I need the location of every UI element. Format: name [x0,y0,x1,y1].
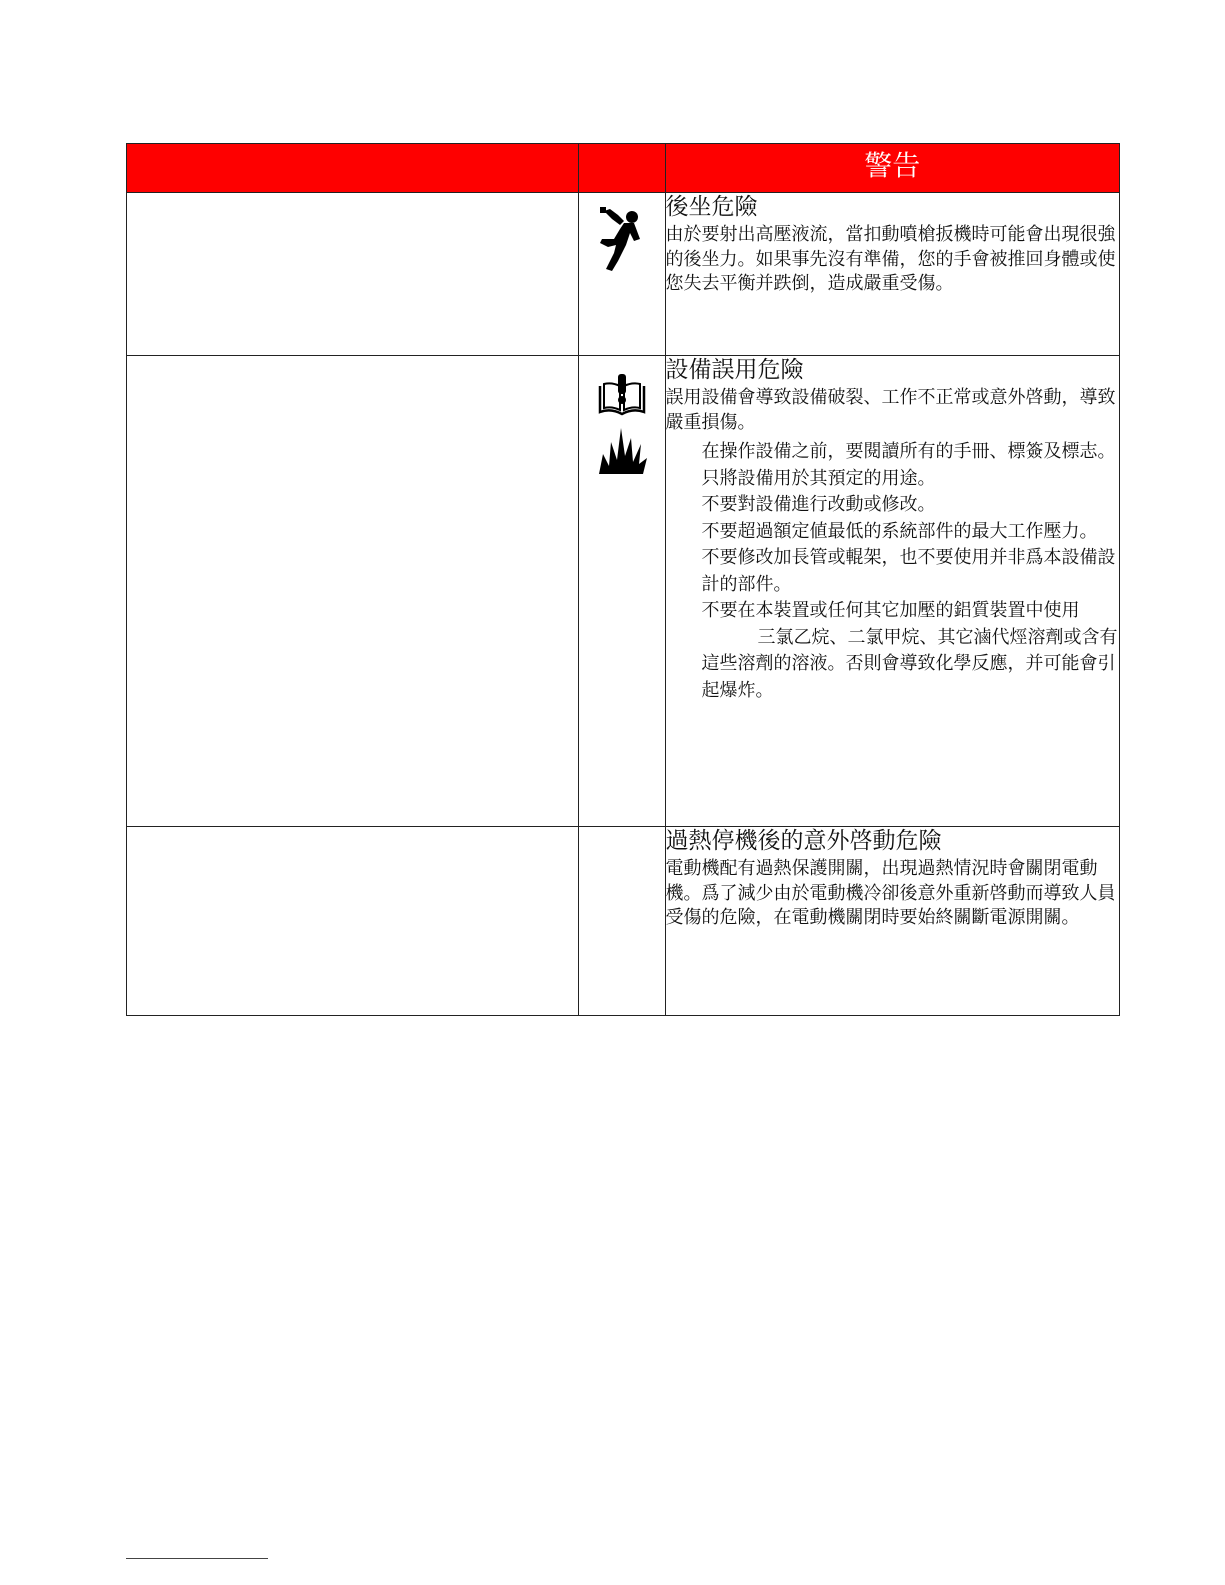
footnote-divider [126,1558,268,1559]
bullet-list [666,439,1119,704]
list-item: 在操作設備之前，要閱讀所有的手冊、標簽及標志。 [701,441,1116,462]
row-title: 過熱停機後的意外啓動危險 [665,828,942,854]
text-cell [665,193,1119,356]
left-cell [127,193,579,356]
icon-cell [579,827,665,1016]
list-item: 不要對設備進行改動或修改。 [701,494,936,515]
table-row [127,356,1120,827]
table-row [127,827,1120,1016]
left-cell [127,827,579,1016]
warning-table [126,143,1120,1016]
text-cell [665,827,1119,1016]
left-cell [127,356,579,827]
list-item: 只將設備用於其預定的用途。 [701,467,936,489]
explosion-hazard-icon [595,424,649,478]
recoil-hazard-icon [594,205,650,275]
read-manual-icon [596,372,648,420]
row-body: 電動機配有過熱保護開關，出現過熱情況時會關閉電動機。爲了減少由於電動機冷卻後意外重新啓動而導致人員受傷的危險，在電動機關閉時要始終關斷電源開關。 [665,858,1116,928]
row-body: 誤用設備會導致設備破裂、工作不正常或意外啓動，導致嚴重損傷。 [665,387,1116,433]
row-body: 由於要射出高壓液流，當扣動噴槍扳機時可能會出現很強的後坐力。如果事先沒有準備，您的手會被推回身體或使您失去平衡并跌倒，造成嚴重受傷。 [665,224,1116,294]
header-left-cell [127,144,579,193]
header-icon-cell [579,144,665,193]
icon-cell [579,193,665,356]
header-row [127,144,1120,193]
table-row [127,193,1120,356]
list-item [702,598,1119,704]
header-title: 警告 [665,144,1119,193]
bullet-text-part-a: 不要在本裝置或任何其它加壓的鋁質裝置中使用 [701,600,1080,621]
text-cell [665,356,1119,827]
list-item: 不要修改加長管或輥架，也不要使用并非爲本設備設計的部件。 [701,547,1116,595]
icon-cell [579,356,665,827]
row-title: 後坐危險 [665,194,758,220]
list-item: 不要超過額定値最低的系統部件的最大工作壓力。 [701,520,1098,542]
row-title: 設備誤用危險 [665,357,804,383]
bullet-text-part-b: 三氯乙烷、二氯甲烷、其它滷代烴溶劑或含有這些溶劑的溶液。否則會導致化學反應，并可能會引起爆炸。 [701,626,1118,701]
